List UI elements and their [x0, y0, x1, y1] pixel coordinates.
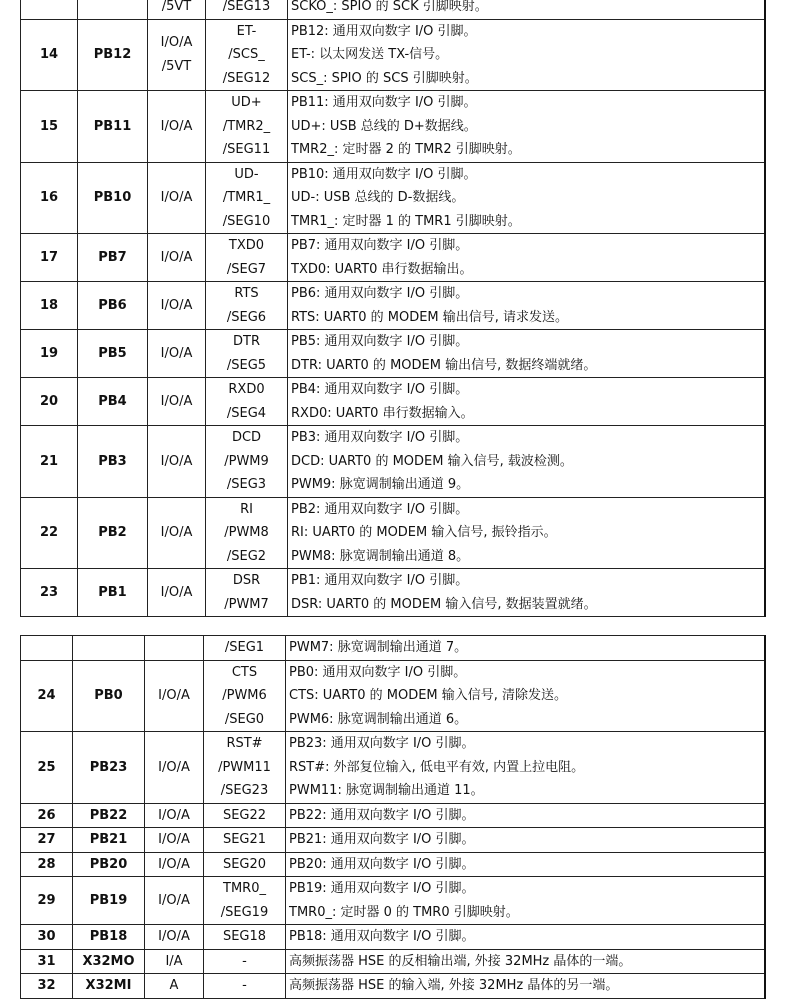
- pin-alt-function: [206, 569, 288, 617]
- pin-type: [145, 925, 204, 950]
- pin-name: PB6: [78, 282, 148, 330]
- pin-alt-line: /SEG19: [220, 904, 269, 920]
- pin-type: [145, 877, 204, 925]
- pin-name: X32MI: [73, 974, 145, 999]
- pin-alt-line: RXD0: [228, 382, 265, 397]
- pin-alt-line: /SEG2: [226, 548, 267, 564]
- pin-alt-function: [206, 0, 288, 19]
- pin-row: [21, 569, 765, 617]
- pin-alt-line: SEG21: [222, 832, 267, 847]
- pin-type: [148, 569, 206, 617]
- pin-alt-function: [204, 925, 286, 950]
- pin-type: [148, 378, 206, 426]
- pin-description-line: PWM6: 脉宽调制输出通道 6。: [289, 711, 468, 727]
- pin-description-line: TMR2_: 定时器 2 的 TMR2 引脚映射。: [291, 142, 521, 157]
- pin-alt-line: /PWM6: [222, 688, 267, 703]
- pin-type-line: I/O/A: [158, 832, 190, 847]
- pin-type: [145, 974, 204, 999]
- pin-description-line: RXD0: UART0 串行数据输入。: [291, 405, 474, 421]
- pin-description-line: 高频振荡器 HSE 的反相输出端, 外接 32MHz 晶体的一端。: [289, 953, 632, 969]
- pin-alt-function: [204, 828, 286, 853]
- pin-number: 30: [21, 925, 73, 950]
- pin-description-line: PB2: 通用双向数字 I/O 引脚。: [291, 501, 469, 517]
- pin-row: [21, 91, 765, 163]
- pin-description: [288, 282, 765, 330]
- pin-row: [21, 949, 765, 974]
- pin-description-line: PB18: 通用双向数字 I/O 引脚。: [289, 929, 475, 944]
- pin-alt-function: [204, 852, 286, 877]
- pin-type: [148, 162, 206, 234]
- pin-number: [21, 636, 73, 661]
- pin-number: 16: [21, 162, 78, 234]
- pin-alt-function: [204, 949, 286, 974]
- pin-row: [21, 925, 765, 950]
- pin-alt-line: /SEG1: [224, 640, 265, 655]
- pin-description: [288, 0, 765, 19]
- pin-name: PB11: [78, 91, 148, 163]
- pin-name: PB5: [78, 330, 148, 378]
- pin-description-line: SCKO_: SPIO 的 SCK 引脚映射。: [291, 0, 488, 14]
- pin-number: 28: [21, 852, 73, 877]
- pin-type: [148, 234, 206, 282]
- pin-type: [145, 636, 204, 661]
- pin-alt-line: /SEG23: [220, 783, 269, 798]
- pin-alt-line: SEG18: [222, 929, 267, 944]
- pin-type: [148, 330, 206, 378]
- pin-alt-line: SEG20: [222, 856, 267, 872]
- pin-row: [21, 378, 765, 426]
- pin-number: 17: [21, 234, 78, 282]
- pin-number: [21, 0, 78, 19]
- pin-row: [21, 0, 765, 19]
- pin-type-line: I/O/A: [160, 190, 193, 205]
- pin-description: [286, 660, 765, 732]
- pin-row: [21, 974, 765, 999]
- pin-type-line: I/O/A: [160, 249, 193, 265]
- pin-alt-function: [206, 282, 288, 330]
- pin-row: [21, 852, 765, 877]
- pin-name: PB23: [73, 732, 145, 804]
- pin-type: [148, 91, 206, 163]
- pin-description-line: DTR: UART0 的 MODEM 输出信号, 数据终端就绪。: [291, 357, 597, 373]
- pin-description-line: PB20: 通用双向数字 I/O 引脚。: [289, 856, 475, 872]
- pin-type-line: I/O/A: [160, 345, 193, 361]
- pin-table-upper-body: [21, 0, 765, 617]
- pin-description-line: DCD: UART0 的 MODEM 输入信号, 载波检测。: [291, 453, 573, 469]
- pin-alt-function: [204, 974, 286, 999]
- pin-type-line: I/O/A: [160, 393, 193, 409]
- pin-type: [148, 426, 206, 498]
- pin-type-line: I/O/A: [158, 688, 190, 703]
- pin-alt-function: [204, 636, 286, 661]
- pin-number: 18: [21, 282, 78, 330]
- pin-alt-line: /SEG3: [226, 477, 267, 492]
- pin-type-line: I/O/A: [160, 297, 193, 313]
- pin-alt-function: [206, 330, 288, 378]
- pin-number: 14: [21, 19, 78, 91]
- pin-name: PB7: [78, 234, 148, 282]
- pin-description-line: TMR0_: 定时器 0 的 TMR0 引脚映射。: [289, 904, 519, 920]
- pin-alt-line: /SCS_: [228, 47, 265, 62]
- pin-description: [286, 803, 765, 828]
- pin-name: PB1: [78, 569, 148, 617]
- pin-description-line: PWM11: 脉宽调制输出通道 11。: [289, 783, 484, 798]
- pin-row: [21, 877, 765, 925]
- pin-description-line: PB12: 通用双向数字 I/O 引脚。: [291, 23, 477, 39]
- pin-row: [21, 162, 765, 234]
- pin-name: PB12: [78, 19, 148, 91]
- pin-alt-line: RTS: [234, 286, 259, 301]
- pin-alt-line: /SEG7: [226, 261, 267, 277]
- pin-type: [145, 803, 204, 828]
- pin-alt-line: /SEG5: [226, 357, 267, 373]
- pin-alt-function: [204, 877, 286, 925]
- pin-row: [21, 282, 765, 330]
- pin-number: 23: [21, 569, 78, 617]
- pin-description-line: PB3: 通用双向数字 I/O 引脚。: [291, 430, 469, 445]
- pin-description-line: UD+: USB 总线的 D+数据线。: [291, 118, 477, 134]
- pin-alt-line: CTS: [231, 664, 258, 680]
- pin-description-line: 高频振荡器 HSE 的输入端, 外接 32MHz 晶体的另一端。: [289, 978, 619, 993]
- pin-alt-line: SEG22: [222, 807, 267, 823]
- pin-description-line: PB22: 通用双向数字 I/O 引脚。: [289, 807, 475, 823]
- pin-number: 21: [21, 426, 78, 498]
- pin-name: PB3: [78, 426, 148, 498]
- pin-description-line: ET-: 以太网发送 TX-信号。: [291, 47, 449, 62]
- pin-description: [286, 925, 765, 950]
- pin-alt-line: ET-: [236, 23, 257, 39]
- pin-description-line: RI: UART0 的 MODEM 输入信号, 振铃指示。: [291, 525, 557, 540]
- pin-type: [145, 852, 204, 877]
- pin-description-line: PB23: 通用双向数字 I/O 引脚。: [289, 736, 475, 751]
- pin-number: 19: [21, 330, 78, 378]
- pin-type-line: [145, 636, 203, 660]
- pin-name: [78, 0, 148, 19]
- pin-type: [145, 949, 204, 974]
- pin-description: [286, 949, 765, 974]
- pin-description: [286, 828, 765, 853]
- pin-description-line: SCS_: SPIO 的 SCS 引脚映射。: [291, 70, 478, 86]
- pin-type-line: A: [169, 978, 179, 993]
- pin-name: PB0: [73, 660, 145, 732]
- pin-description: [288, 426, 765, 498]
- pin-alt-line: /SEG11: [222, 142, 271, 157]
- pin-number: 31: [21, 949, 73, 974]
- pin-type-line: I/O/A: [160, 525, 193, 540]
- pin-description-line: PB4: 通用双向数字 I/O 引脚。: [291, 382, 469, 397]
- pin-description: [288, 162, 765, 234]
- pin-alt-line: RST#: [226, 736, 263, 751]
- pin-alt-line: DSR: [232, 573, 261, 588]
- pin-number: 22: [21, 497, 78, 569]
- pin-number: 27: [21, 828, 73, 853]
- pin-type: [148, 497, 206, 569]
- pin-description-line: PWM8: 脉宽调制输出通道 8。: [291, 548, 470, 564]
- pin-alt-line: /SEG6: [226, 309, 267, 325]
- pin-description-line: PB11: 通用双向数字 I/O 引脚。: [291, 95, 477, 110]
- pin-description-line: CTS: UART0 的 MODEM 输入信号, 清除发送。: [289, 688, 568, 703]
- pin-description: [286, 636, 765, 661]
- pin-type-line: I/O/A: [160, 453, 193, 469]
- pin-row: [21, 330, 765, 378]
- pin-alt-line: RI: [240, 501, 253, 517]
- pin-number: 32: [21, 974, 73, 999]
- pin-alt-line: /TMR2_: [222, 118, 271, 134]
- pin-type-line: I/O/A: [158, 892, 190, 908]
- pin-number: 29: [21, 877, 73, 925]
- pin-description: [288, 378, 765, 426]
- pin-number: 26: [21, 803, 73, 828]
- pin-number: 25: [21, 732, 73, 804]
- pin-type: [145, 828, 204, 853]
- pin-type-line: I/O/A: [158, 929, 190, 944]
- pin-type-line: /5VT: [161, 0, 192, 14]
- pin-description: [286, 732, 765, 804]
- pin-row: [21, 19, 765, 91]
- pin-type-line: I/O/A: [158, 807, 190, 823]
- pin-description: [286, 974, 765, 999]
- pin-alt-line: DTR: [233, 334, 260, 349]
- pin-description-line: PB7: 通用双向数字 I/O 引脚。: [291, 238, 469, 253]
- pin-name: PB21: [73, 828, 145, 853]
- pin-description: [288, 497, 765, 569]
- pin-description-line: PB6: 通用双向数字 I/O 引脚。: [291, 286, 469, 301]
- pin-type-line: I/O/A: [160, 584, 193, 600]
- pin-description: [288, 234, 765, 282]
- pin-description: [288, 330, 765, 378]
- pin-type: [148, 19, 206, 91]
- pin-alt-line: TMR0_: [223, 881, 266, 896]
- pin-description-line: PWM9: 脉宽调制输出通道 9。: [291, 477, 470, 492]
- pin-number: 15: [21, 91, 78, 163]
- pin-alt-function: [206, 19, 288, 91]
- pin-alt-line: -: [242, 953, 247, 969]
- pin-description: [288, 19, 765, 91]
- pin-description: [286, 877, 765, 925]
- pin-description-line: PB19: 通用双向数字 I/O 引脚。: [289, 881, 475, 896]
- pin-alt-function: [206, 378, 288, 426]
- pin-type-line: I/A: [165, 953, 183, 969]
- pin-description-line: PB10: 通用双向数字 I/O 引脚。: [291, 166, 477, 182]
- pin-name: PB18: [73, 925, 145, 950]
- pin-table-upper: [20, 0, 766, 617]
- pin-number: 20: [21, 378, 78, 426]
- pin-row: [21, 636, 765, 661]
- pin-name: PB4: [78, 378, 148, 426]
- pin-type-line: /5VT: [161, 58, 192, 74]
- pin-alt-line: /TMR1_: [222, 190, 271, 205]
- pin-type: [148, 0, 206, 19]
- pin-alt-line: TXD0: [228, 238, 265, 253]
- pin-row: [21, 234, 765, 282]
- pin-name: PB20: [73, 852, 145, 877]
- pin-type: [145, 660, 204, 732]
- pin-type: [148, 282, 206, 330]
- pin-description-line: TMR1_: 定时器 1 的 TMR1 引脚映射。: [291, 213, 521, 229]
- pin-alt-line: UD+: [231, 95, 262, 110]
- pin-description-line: DSR: UART0 的 MODEM 输入信号, 数据装置就绪。: [291, 596, 597, 612]
- pin-description: [286, 852, 765, 877]
- pin-name: PB19: [73, 877, 145, 925]
- pin-alt-line: /SEG12: [222, 70, 271, 86]
- pin-alt-line: /SEG13: [222, 0, 271, 14]
- pin-row: [21, 497, 765, 569]
- pin-type-line: I/O/A: [158, 856, 190, 872]
- pin-type-line: I/O/A: [158, 759, 190, 775]
- pin-description-line: PB1: 通用双向数字 I/O 引脚。: [291, 573, 469, 588]
- pin-row: [21, 660, 765, 732]
- pin-type-line: I/O/A: [160, 118, 193, 134]
- pin-alt-function: [206, 234, 288, 282]
- pin-name: PB22: [73, 803, 145, 828]
- pin-alt-line: /SEG4: [226, 405, 267, 421]
- pin-alt-line: /PWM9: [224, 453, 269, 469]
- pin-alt-function: [206, 426, 288, 498]
- pin-description-line: PB21: 通用双向数字 I/O 引脚。: [289, 832, 475, 847]
- pin-alt-line: UD-: [234, 166, 259, 182]
- pin-alt-line: /PWM11: [218, 759, 271, 775]
- pin-description-line: TXD0: UART0 串行数据输出。: [291, 261, 473, 277]
- pin-alt-line: /PWM8: [224, 525, 269, 540]
- pin-alt-line: /SEG10: [222, 213, 271, 229]
- pin-description: [288, 569, 765, 617]
- pin-table-lower: [20, 635, 766, 999]
- pin-alt-function: [204, 660, 286, 732]
- pin-alt-line: /SEG0: [224, 711, 265, 727]
- pin-alt-function: [206, 91, 288, 163]
- pin-description: [288, 91, 765, 163]
- pin-description-line: RTS: UART0 的 MODEM 输出信号, 请求发送。: [291, 309, 569, 325]
- pin-description-line: UD-: USB 总线的 D-数据线。: [291, 190, 465, 205]
- pin-alt-line: -: [242, 978, 247, 993]
- pin-row: [21, 732, 765, 804]
- pin-alt-function: [206, 162, 288, 234]
- pin-name: PB10: [78, 162, 148, 234]
- pin-name: X32MO: [73, 949, 145, 974]
- pin-description-line: PB0: 通用双向数字 I/O 引脚。: [289, 664, 467, 680]
- pin-row: [21, 803, 765, 828]
- pin-row: [21, 426, 765, 498]
- pin-row: [21, 828, 765, 853]
- pin-alt-function: [204, 803, 286, 828]
- pin-type: [145, 732, 204, 804]
- pin-alt-line: /PWM7: [224, 596, 269, 612]
- pin-table-lower-body: [21, 636, 765, 999]
- pin-alt-line: DCD: [231, 430, 262, 445]
- pin-name: PB2: [78, 497, 148, 569]
- pin-type-line: I/O/A: [160, 35, 193, 51]
- pin-name: [73, 636, 145, 661]
- pin-alt-function: [204, 732, 286, 804]
- pin-alt-function: [206, 497, 288, 569]
- pin-description-line: PB5: 通用双向数字 I/O 引脚。: [291, 334, 469, 349]
- pin-number: 24: [21, 660, 73, 732]
- pin-description-line: RST#: 外部复位输入, 低电平有效, 内置上拉电阻。: [289, 759, 585, 775]
- pin-description-line: PWM7: 脉宽调制输出通道 7。: [289, 640, 468, 655]
